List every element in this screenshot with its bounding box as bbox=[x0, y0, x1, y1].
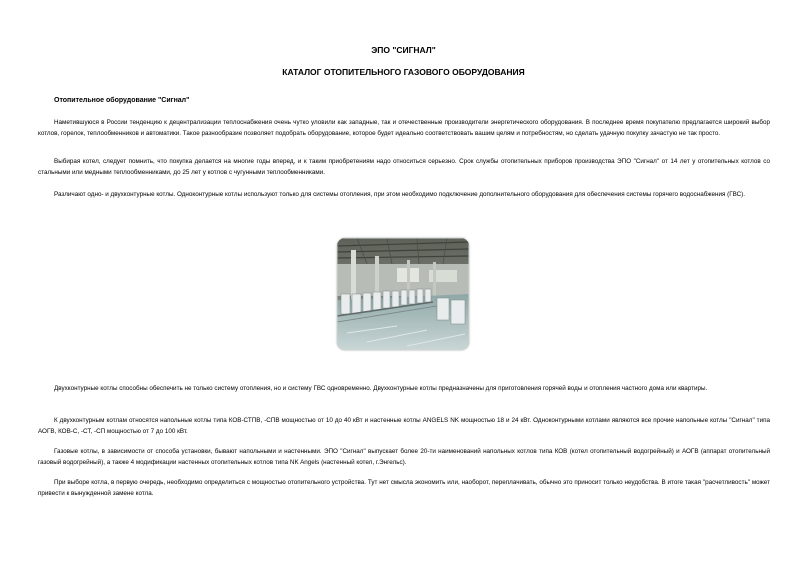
paragraph: Двухконтурные котлы способны обеспечить не только систему отопления, но и систему ГВС одновременно. Двухконтурные котлы предназначены для приготовления горячей воды и отопления частного дома или квартиры. bbox=[54, 385, 708, 392]
org-title: ЭПО "СИГНАЛ" bbox=[371, 45, 436, 55]
paragraph: К двухконтурным котлам относятся напольные котлы типа КОВ-СТПВ, -СПВ мощностью от 10 до 40 кВт и настенные котлы ANGELS NK мощностью 18 и 24 кВт. Одноконтурными котлами являются все прочие напольные котлы "Сигнал" типа АОГВ, КОВ-С, -СТ, -СП мощностью от 7 до 100 кВт. bbox=[38, 417, 770, 435]
paragraph: Наметившуюся в России тенденцию к децентрализации теплоснабжения очень чутко уловили как западные, так и отечественные производители энергетического оборудования. В последнее время покупателю предлагается широкий выбор котлов, горелок, теплообменников и автоматики. Такое разнообразие позволяет подобрать оборудование, которое будет идеально соответствовать вашим целям и потребностям, но сделать удачную покупку зачастую не так просто. bbox=[38, 119, 770, 137]
section-heading: Отопительное оборудование "Сигнал" bbox=[54, 97, 190, 104]
paragraph: При выборе котла, в первую очередь, необходимо определиться с мощностью отопительного устройства. Тут нет смысла экономить или, наоборот, переплачивать, обычно это приносит только неудобства. В итоге такая "расчетливость" может привести к вынужденной замене котла. bbox=[38, 479, 770, 497]
paragraph: Газовые котлы, в зависимости от способа установки, бывают напольными и настенными. ЭПО "Сигнал" выпускает более 20-ти наименований напольных котлов типа КОВ (котел отопительный водогрейный) и АОГВ (аппарат отопительный газовый водогрейный), а также 4 модификации настенных отопительных котлов типа NK Angels (настенный котел, г.Энгельс). bbox=[38, 448, 770, 466]
paragraph: Различают одно- и двухконтурные котлы. Одноконтурные котлы используют только для системы отопления, при этом необходимо подключение дополнительного оборудования для обеспечения системы горячего водоснабжения (ГВС). bbox=[54, 191, 746, 198]
factory-floor-photo bbox=[337, 238, 469, 350]
catalog-title: КАТАЛОГ ОТОПИТЕЛЬНОГО ГАЗОВОГО ОБОРУДОВАНИЯ bbox=[282, 67, 525, 77]
paragraph: Выбирая котел, следует помнить, что покупка делается на многие годы вперед, и к таким приобретениям надо относиться серьезно. Срок службы отопительных приборов производства ЭПО "Сигнал" от 14 лет у отопительных котлов со стальными или медными теплообменниками, до 25 лет у котлов с чугунными теплообменниками. bbox=[38, 158, 770, 176]
